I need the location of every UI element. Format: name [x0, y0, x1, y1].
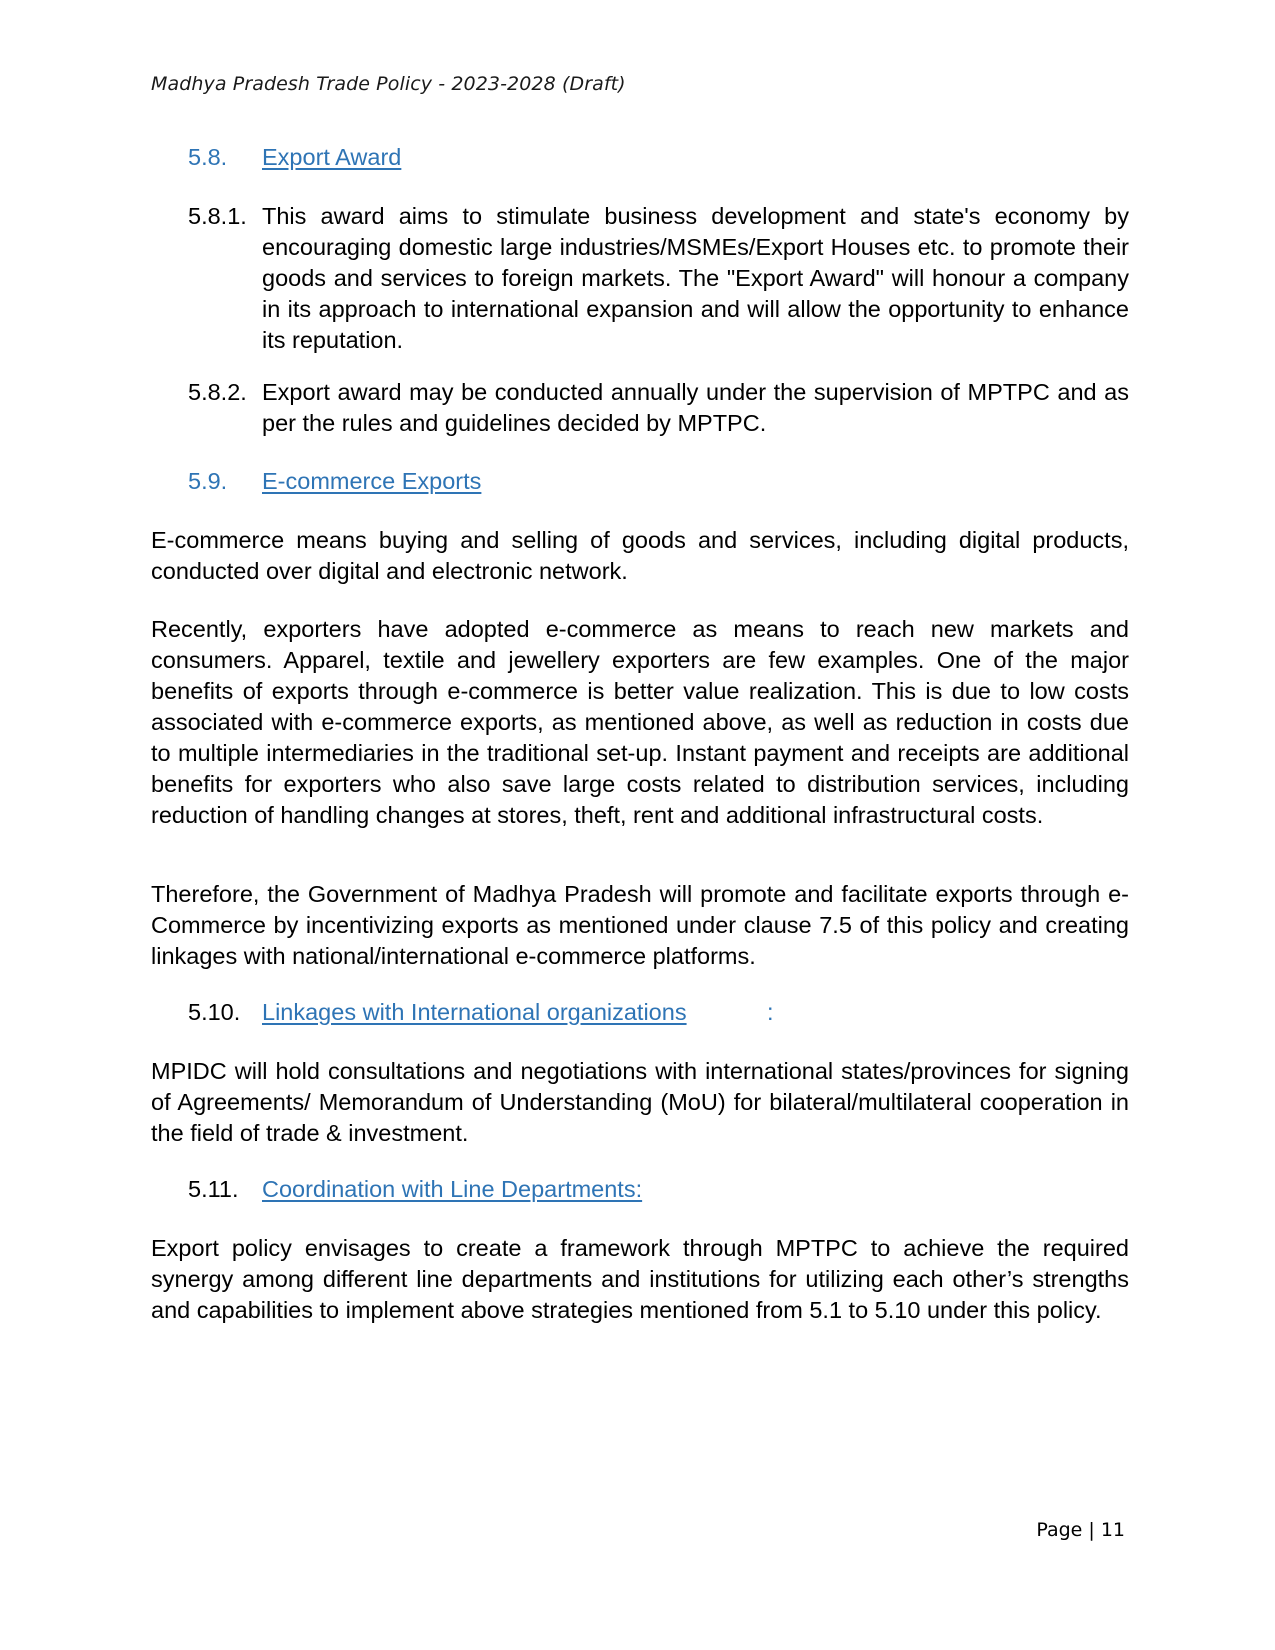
paragraph-linkages: MPIDC will hold consultations and negotiations with international states/provinces for signing of Agreements/ Memorandum of Understanding (MoU) for bilateral/multilateral cooperation in the field of trade & investment.: [151, 1058, 1129, 1146]
section-number: 5.8.: [188, 144, 228, 170]
paragraph-ecommerce-definition: E-commerce means buying and selling of goods and services, including digital products, conducted over digital and electronic network.: [151, 527, 1129, 584]
page-number: Page | 11: [1036, 1519, 1125, 1541]
section-number: 5.11.: [188, 1176, 239, 1202]
clause-5-8-2: [188, 377, 1129, 439]
clause-5-8-1: [188, 201, 1129, 356]
clause-number: 5.8.1.: [188, 203, 247, 229]
section-title-link[interactable]: Coordination with Line Departments:: [262, 1176, 643, 1202]
section-title-link[interactable]: [262, 997, 687, 1027]
paragraph-coordination: Export policy envisages to create a framework through MPTPC to achieve the required synergy among different line departments and institutions for utilizing each other’s strengths and capabilities to implement above strategies mentioned from 5.1 to 5.10 under this policy.: [151, 1235, 1129, 1323]
section-title-suffix: :: [767, 999, 774, 1025]
clause-text: This award aims to stimulate business development and state's economy by encouraging domestic large industries/MSMEs/Export Houses etc. to promote their goods and services to foreign markets. The "Export Award" will honour a company in its approach to international expansion and will allow the opportunity to enhance its reputation.: [262, 203, 1129, 353]
section-title-link[interactable]: Export Award: [262, 144, 402, 170]
clause-text: Export award may be conducted annually under the supervision of MPTPC and as per the rules and guidelines decided by MPTPC.: [262, 379, 1129, 436]
section-number: 5.9.: [188, 468, 228, 494]
clause-number: 5.8.2.: [188, 379, 247, 405]
paragraph-ecommerce-benefits: Recently, exporters have adopted e-commerce as means to reach new markets and consumers. Apparel, textile and jewellery exporters are few examples. One of the major benefits of exports through e-commerce is better value realization. This is due to low costs associated with e-commerce exports, as mentioned above, as well as reduction in costs due to multiple intermediaries in the traditional set-up. Instant payment and receipts are additional benefits for exporters who also save large costs related to distribution services, including reduction of handling changes at stores, theft, rent and additional infrastructural costs.: [151, 616, 1129, 828]
running-header: Madhya Pradesh Trade Policy - 2023-2028 (Draft): [151, 73, 626, 95]
section-number: 5.10.: [188, 999, 241, 1025]
paragraph-ecommerce-government: Therefore, the Government of Madhya Pradesh will promote and facilitate exports through e-Commerce by incentivizing exports as mentioned under clause 7.5 of this policy and creating linkages with national/international e-commerce platforms.: [151, 881, 1129, 969]
section-title-link[interactable]: E-commerce Exports: [262, 468, 482, 494]
section-title-text: Linkages with International organizations: [262, 999, 687, 1025]
